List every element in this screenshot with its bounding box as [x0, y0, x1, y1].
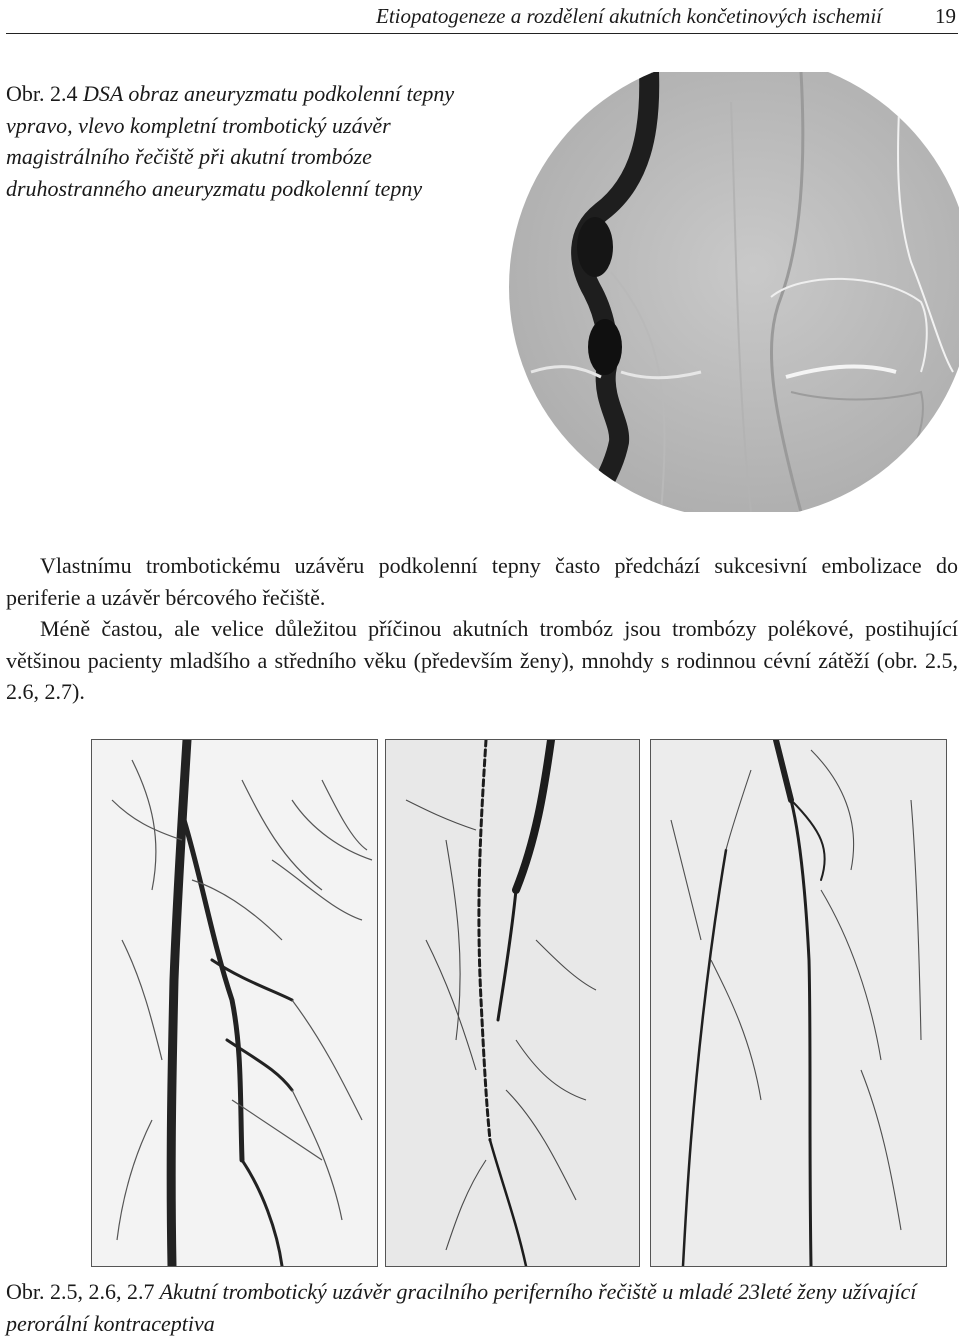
page-number: 19 — [935, 4, 956, 28]
figure-2-4-caption-text: DSA obraz aneuryzmatu podkolenní tepny vpravo, vlevo kompletní trombotický uzávěr magistrálního řečiště při akutní trombóze druhostranného aneuryzmatu podkolenní tepny — [6, 81, 455, 201]
figure-2-4-label: Obr. 2.4 — [6, 81, 78, 106]
figure-2-6-angiogram — [385, 739, 640, 1267]
figure-2-4-dsa-image — [501, 72, 959, 512]
body-paragraph-2: Méně častou, ale velice důležitou příčinou akutních trombóz jsou trombózy polékové, postihující většinou pacienty mladšího a středního věku (především ženy), mnohdy s rodinnou cévní zátěží (obr. 2.5, 2.6, 2.7). — [6, 616, 958, 704]
header-rule — [6, 33, 958, 34]
figure-2-5-2-7-caption-text: Akutní trombotický uzávěr gracilního periferního řečiště u mladé 23leté ženy užívající perorální kontraceptiva — [6, 1279, 917, 1336]
figure-2-4-caption — [6, 78, 484, 204]
figure-2-5-angiogram — [91, 739, 378, 1267]
running-header — [0, 0, 960, 34]
body-paragraph-1: Vlastnímu trombotickému uzávěru podkolenní tepny často předchází sukcesivní embolizace do periferie a uzávěr bércového řečiště. — [6, 553, 958, 610]
figure-2-5-2-7-label: Obr. 2.5, 2.6, 2.7 — [6, 1279, 155, 1304]
figure-2-5-2-7-caption — [6, 1276, 958, 1339]
running-title: Etiopatogeneze a rozdělení akutních končetinových ischemií — [376, 4, 882, 28]
figure-2-7-angiogram — [650, 739, 947, 1267]
